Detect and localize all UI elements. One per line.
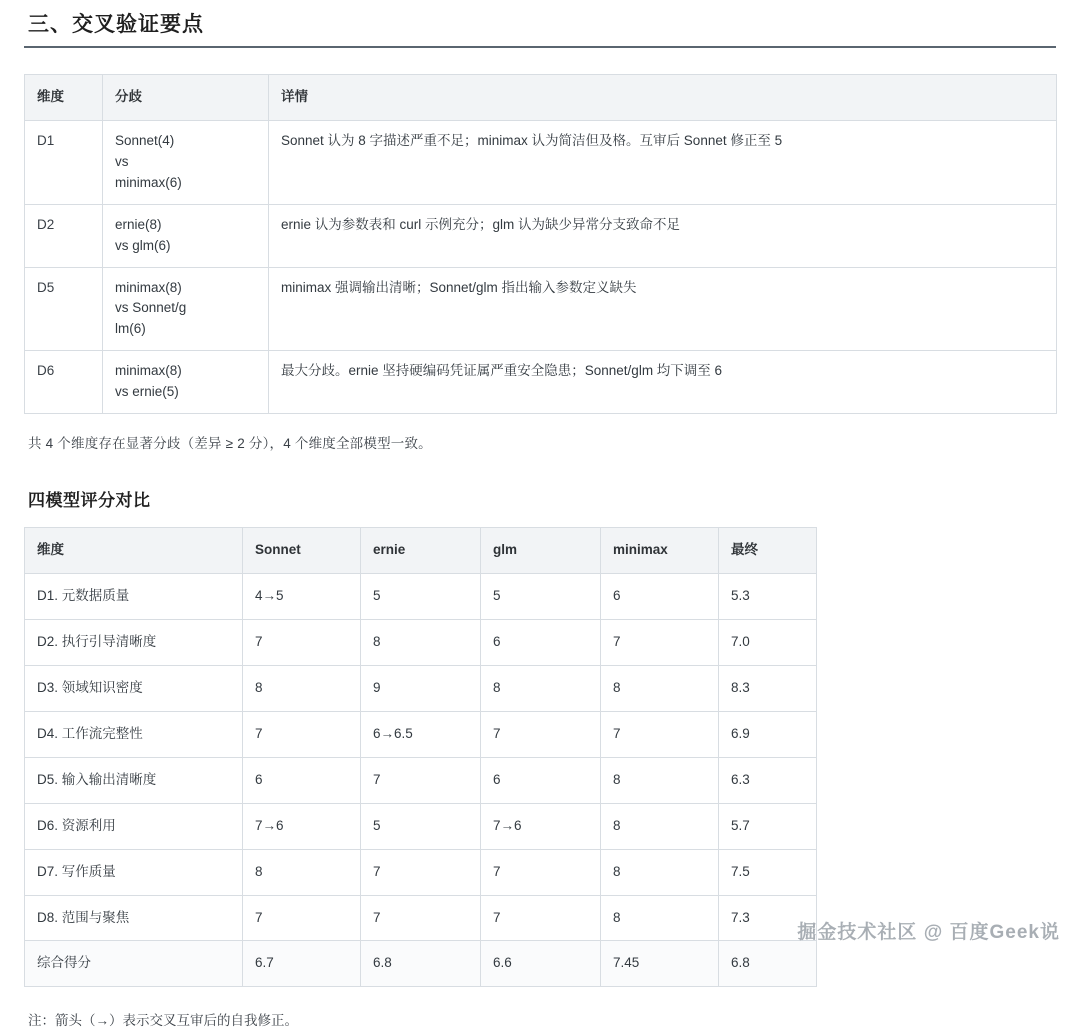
cell-sonnet: 7→6: [243, 803, 361, 849]
cell-glm: 7: [481, 711, 601, 757]
column-header-dimension: 维度: [25, 528, 243, 574]
table-note: 注：箭头（→）表示交叉互审后的自我修正。: [28, 1013, 298, 1029]
page-title: 三、交叉验证要点: [28, 13, 204, 36]
divergence-summary: 共 4 个维度存在显著分歧（差异 ≥ 2 分），4 个维度全部模型一致。: [28, 436, 432, 452]
cell-minimax: 7: [601, 711, 719, 757]
cell-final: 6.9: [719, 711, 817, 757]
cell-ernie: 6.8: [361, 941, 481, 987]
table-row: [25, 267, 1057, 351]
cell-final: 6.8: [719, 941, 817, 987]
cell-glm: 5: [481, 574, 601, 620]
column-header-conflict: 分歧: [103, 75, 269, 121]
cell-ernie: 8: [361, 619, 481, 665]
watermark: 掘金技术社区 @ 百度Geek说: [797, 922, 1060, 943]
cell-dimension: D7. 写作质量: [25, 849, 243, 895]
cell-conflict: [103, 120, 269, 204]
table-row: [25, 204, 1057, 267]
cell-ernie: 7: [361, 849, 481, 895]
cell-minimax: 7: [601, 619, 719, 665]
cell-glm: 6.6: [481, 941, 601, 987]
table-row: [25, 803, 817, 849]
cell-sonnet: 7: [243, 711, 361, 757]
cell-detail: minimax 强调输出清晰；Sonnet/glm 指出输入参数定义缺失: [269, 267, 1057, 351]
cell-ernie: 7: [361, 895, 481, 941]
scores-section-title: 四模型评分对比: [28, 491, 151, 511]
conflict-line: vs: [115, 153, 129, 169]
conflict-line: minimax(8): [115, 363, 182, 379]
cell-final: 8.3: [719, 665, 817, 711]
cell-minimax: 6: [601, 574, 719, 620]
cell-final: 7.0: [719, 619, 817, 665]
table-row: [25, 757, 817, 803]
scores-table-body: [25, 574, 817, 987]
table-row: [25, 895, 817, 941]
cell-dimension: D3. 领域知识密度: [25, 665, 243, 711]
cell-dimension: D1. 元数据质量: [25, 574, 243, 620]
cell-sonnet: 8: [243, 849, 361, 895]
cell-glm: 6: [481, 619, 601, 665]
cell-sonnet: 6: [243, 757, 361, 803]
cell-dimension: D6. 资源利用: [25, 803, 243, 849]
cell-minimax: 8: [601, 849, 719, 895]
conflict-line: Sonnet(4): [115, 132, 175, 148]
column-header-minimax: minimax: [601, 528, 719, 574]
table-row: [25, 619, 817, 665]
table-header-row: [25, 75, 1057, 121]
cell-dimension: D2. 执行引导清晰度: [25, 619, 243, 665]
conflict-line: vs ernie(5): [115, 384, 179, 400]
conflict-line: vs glm(6): [115, 237, 171, 253]
conflict-line: ernie(8): [115, 216, 162, 232]
cell-minimax: 8: [601, 803, 719, 849]
cell-ernie: 6→6.5: [361, 711, 481, 757]
cell-ernie: 9: [361, 665, 481, 711]
column-header-dimension: 维度: [25, 75, 103, 121]
table-row-total: [25, 941, 817, 987]
cell-dimension: D6: [25, 351, 103, 414]
cell-dimension: D1: [25, 120, 103, 204]
table-row: [25, 849, 817, 895]
cell-conflict: [103, 351, 269, 414]
cell-ernie: 7: [361, 757, 481, 803]
cell-minimax: 8: [601, 757, 719, 803]
cell-dimension: D5. 输入输出清晰度: [25, 757, 243, 803]
conflict-line: minimax(6): [115, 174, 182, 190]
cell-conflict: [103, 204, 269, 267]
cell-sonnet: 8: [243, 665, 361, 711]
conflict-line: minimax(8): [115, 279, 182, 295]
cell-dimension: 综合得分: [25, 941, 243, 987]
cell-final: 6.3: [719, 757, 817, 803]
cell-final: 5.3: [719, 574, 817, 620]
divergence-table-body: [25, 120, 1057, 413]
table-row: [25, 120, 1057, 204]
conflict-line: lm(6): [115, 321, 146, 337]
cell-dimension: D2: [25, 204, 103, 267]
column-header-final: 最终: [719, 528, 817, 574]
column-header-glm: glm: [481, 528, 601, 574]
cell-sonnet: 7: [243, 895, 361, 941]
scores-table-head: [25, 528, 817, 574]
cell-ernie: 5: [361, 574, 481, 620]
column-header-detail: 详情: [269, 75, 1057, 121]
cell-dimension: D5: [25, 267, 103, 351]
cell-sonnet: 4→5: [243, 574, 361, 620]
cell-sonnet: 7: [243, 619, 361, 665]
section-header: [24, 0, 1056, 48]
conflict-line: vs Sonnet/g: [115, 300, 187, 316]
cell-glm: 7: [481, 849, 601, 895]
cell-glm: 7→6: [481, 803, 601, 849]
table-row: [25, 711, 817, 757]
table-header-row: [25, 528, 817, 574]
table-row: [25, 574, 817, 620]
table-row: [25, 351, 1057, 414]
cell-sonnet: 6.7: [243, 941, 361, 987]
cell-minimax: 8: [601, 895, 719, 941]
header-divider: [24, 46, 1056, 48]
divergence-table-head: [25, 75, 1057, 121]
cell-glm: 7: [481, 895, 601, 941]
cell-detail: 最大分歧。ernie 坚持硬编码凭证属严重安全隐患；Sonnet/glm 均下调至 6: [269, 351, 1057, 414]
cell-glm: 6: [481, 757, 601, 803]
cell-detail: ernie 认为参数表和 curl 示例充分；glm 认为缺少异常分支致命不足: [269, 204, 1057, 267]
cell-detail: Sonnet 认为 8 字描述严重不足；minimax 认为简洁但及格。互审后 Sonnet 修正至 5: [269, 120, 1057, 204]
cell-final: 7.5: [719, 849, 817, 895]
cell-conflict: [103, 267, 269, 351]
table-row: [25, 665, 817, 711]
cell-glm: 8: [481, 665, 601, 711]
cell-dimension: D4. 工作流完整性: [25, 711, 243, 757]
cell-dimension: D8. 范围与聚焦: [25, 895, 243, 941]
cell-minimax: 8: [601, 665, 719, 711]
cell-ernie: 5: [361, 803, 481, 849]
column-header-ernie: ernie: [361, 528, 481, 574]
cell-final: 5.7: [719, 803, 817, 849]
cell-minimax: 7.45: [601, 941, 719, 987]
cell-final: 7.3: [719, 895, 817, 941]
scores-table: [24, 527, 817, 987]
column-header-sonnet: Sonnet: [243, 528, 361, 574]
divergence-table: [24, 74, 1057, 414]
